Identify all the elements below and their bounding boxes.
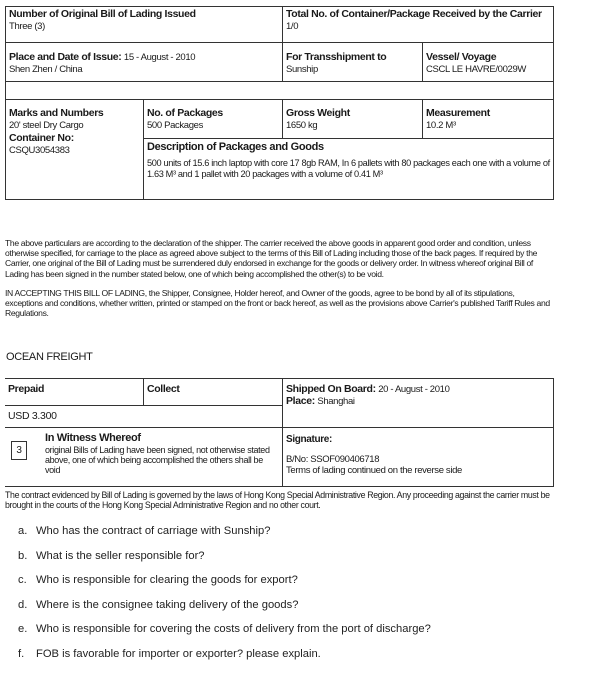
question-b — [18, 544, 578, 569]
prepaid-value: USD 3.300 — [5, 406, 283, 428]
question-letter: c. — [18, 574, 27, 587]
question-c — [18, 568, 578, 593]
witness-label: In Witness Whereof — [45, 432, 141, 444]
question-d — [18, 593, 578, 618]
weight-cell — [283, 100, 423, 138]
terms-paragraph: The above particulars are according to the declaration of the shipper. The carrier received the above goods in apparent good order and condition, unless otherwise specified, for carriage to the place as agreed above subject to the terms of this Bill of Lading including those of the back pages. If required by the Carrier, one original of the Bill of Lading must be surrendered duly endorsed in exchange for the goods or delivery order. In witness whereof original Bill of Lading has been signed in the number stated below, one of which being accomplished the other(s) to be void. — [5, 238, 538, 279]
transshipment-value: Sunship — [286, 63, 318, 75]
witness-number: 3 — [11, 441, 27, 460]
question-letter: b. — [18, 549, 28, 562]
shipped-place-label: Place: — [286, 394, 315, 407]
question-letter: f. — [18, 647, 25, 660]
question-a — [18, 519, 578, 544]
witness-text: original Bills of Lading have been signed, not otherwise stated above, one of which being accomplished the others shall be void — [45, 444, 270, 475]
shipped-date: 20 - August - 2010 — [378, 384, 450, 395]
place-date-label: Place and Date of Issue: — [9, 51, 122, 63]
shipped-blank — [283, 406, 553, 428]
original-bills-value: Three (3) — [9, 20, 45, 32]
vessel-label: Vessel/ Voyage — [426, 51, 497, 63]
freight-bottom-rule — [5, 486, 554, 487]
shipped-place: Shanghai — [317, 395, 355, 407]
packages-cell — [144, 100, 283, 138]
goods-row — [5, 99, 554, 200]
terms-continued: Terms of lading continued on the reverse side — [286, 465, 462, 476]
question-f — [18, 642, 578, 667]
acceptance-paragraph: IN ACCEPTING THIS BILL OF LADING, the Shipper, Consignee, Holder hereof, and Owner of the goods, agree to be bond by all of its stipulations, exceptions and conditions, whether written, printed or stamped on the front or back hereof, as well as the provisions above Carrier's published Tariff Rules and Regulations. — [5, 287, 550, 319]
issue-row — [5, 42, 554, 82]
packages-label: No. of Packages — [147, 107, 223, 119]
question-e — [18, 617, 578, 642]
container-label: Container No: — [9, 132, 74, 144]
vessel-value: CSCL LE HAVRE/0029W — [426, 63, 527, 75]
measurement-value: 10.2 M³ — [426, 119, 456, 131]
container-value: CSQU3054383 — [9, 144, 70, 156]
question-text: Who has the contract of carriage with Sunship? — [36, 525, 271, 538]
question-text: Who is responsible for clearing the goods for export? — [36, 574, 298, 587]
bill-of-lading — [5, 6, 554, 511]
marks-value: 20' steel Dry Cargo — [9, 119, 84, 131]
collect-cell — [144, 379, 283, 406]
question-letter: e. — [18, 623, 28, 636]
weight-label: Gross Weight — [286, 107, 350, 119]
total-containers-cell — [283, 7, 553, 42]
measurement-label: Measurement — [426, 107, 490, 119]
prepaid-label: Prepaid — [8, 383, 45, 395]
description-label: Description of Packages and Goods — [147, 141, 324, 153]
prepaid-cell — [5, 379, 144, 406]
place-date-value: 15 - August - 2010 — [123, 52, 196, 63]
question-text: Where is the consignee taking delivery of the goods? — [36, 598, 299, 611]
shipped-cell — [283, 379, 553, 406]
question-letter: d. — [18, 598, 28, 611]
witness-text-block — [45, 433, 271, 475]
collect-label: Collect — [147, 383, 180, 395]
measurement-cell — [423, 100, 553, 138]
description-cell — [144, 139, 553, 199]
marks-cell — [6, 100, 144, 199]
freight-value-row — [5, 406, 554, 428]
freight-table — [5, 378, 554, 487]
governing-law: The contract evidenced by Bill of Lading is governed by the laws of Hong Kong Special Administrative Region. Any proceeding against the carrier must be brought in the courts of the Hong Kong Special Administrative Region and no other court. — [5, 490, 550, 511]
place-date-cell — [6, 43, 283, 81]
weight-value: 1650 kg — [286, 119, 318, 131]
question-text: Who is responsible for covering the costs of delivery from the port of discharge? — [36, 623, 431, 636]
freight-header-row — [5, 378, 554, 406]
header-row — [5, 6, 554, 42]
vessel-cell — [423, 43, 553, 81]
question-text: FOB is favorable for importer or exporter? please explain. — [36, 647, 321, 660]
witness-row — [5, 428, 554, 486]
question-text: What is the seller responsible for? — [36, 549, 205, 562]
place-value: Shen Zhen / China — [9, 63, 83, 75]
total-containers-value: 1/0 — [286, 20, 299, 32]
goods-details — [144, 100, 553, 199]
marks-label: Marks and Numbers — [9, 107, 104, 119]
ocean-freight-label: OCEAN FREIGHT — [6, 351, 93, 363]
shipped-label: Shipped On Board: — [286, 383, 376, 395]
description-value: 500 units of 15.6 inch laptop with core 17 8gb RAM, In 6 pallets with 80 packages each one with a volume of 1.63 M³ and 1 pallet with 20 packages with a volume of 0.41 M³ — [147, 157, 550, 179]
goods-measures — [144, 100, 553, 139]
terms-block — [5, 238, 550, 318]
question-letter: a. — [18, 525, 28, 538]
transshipment-label: For Transshipment to — [286, 51, 387, 63]
questions-list — [18, 519, 578, 666]
total-containers-label: Total No. of Container/Package Received by the Carrier — [286, 8, 542, 20]
witness-cell — [5, 428, 283, 486]
bill-number: B/No: SSOF090406718 — [286, 453, 380, 465]
original-bills-label: Number of Original Bill of Lading Issued — [9, 8, 196, 20]
signature-label: Signature: — [286, 434, 332, 445]
signature-cell — [283, 428, 553, 486]
packages-value: 500 Packages — [147, 119, 204, 131]
spacer — [5, 82, 554, 99]
transshipment-cell — [283, 43, 423, 81]
original-bills-cell — [6, 7, 283, 42]
